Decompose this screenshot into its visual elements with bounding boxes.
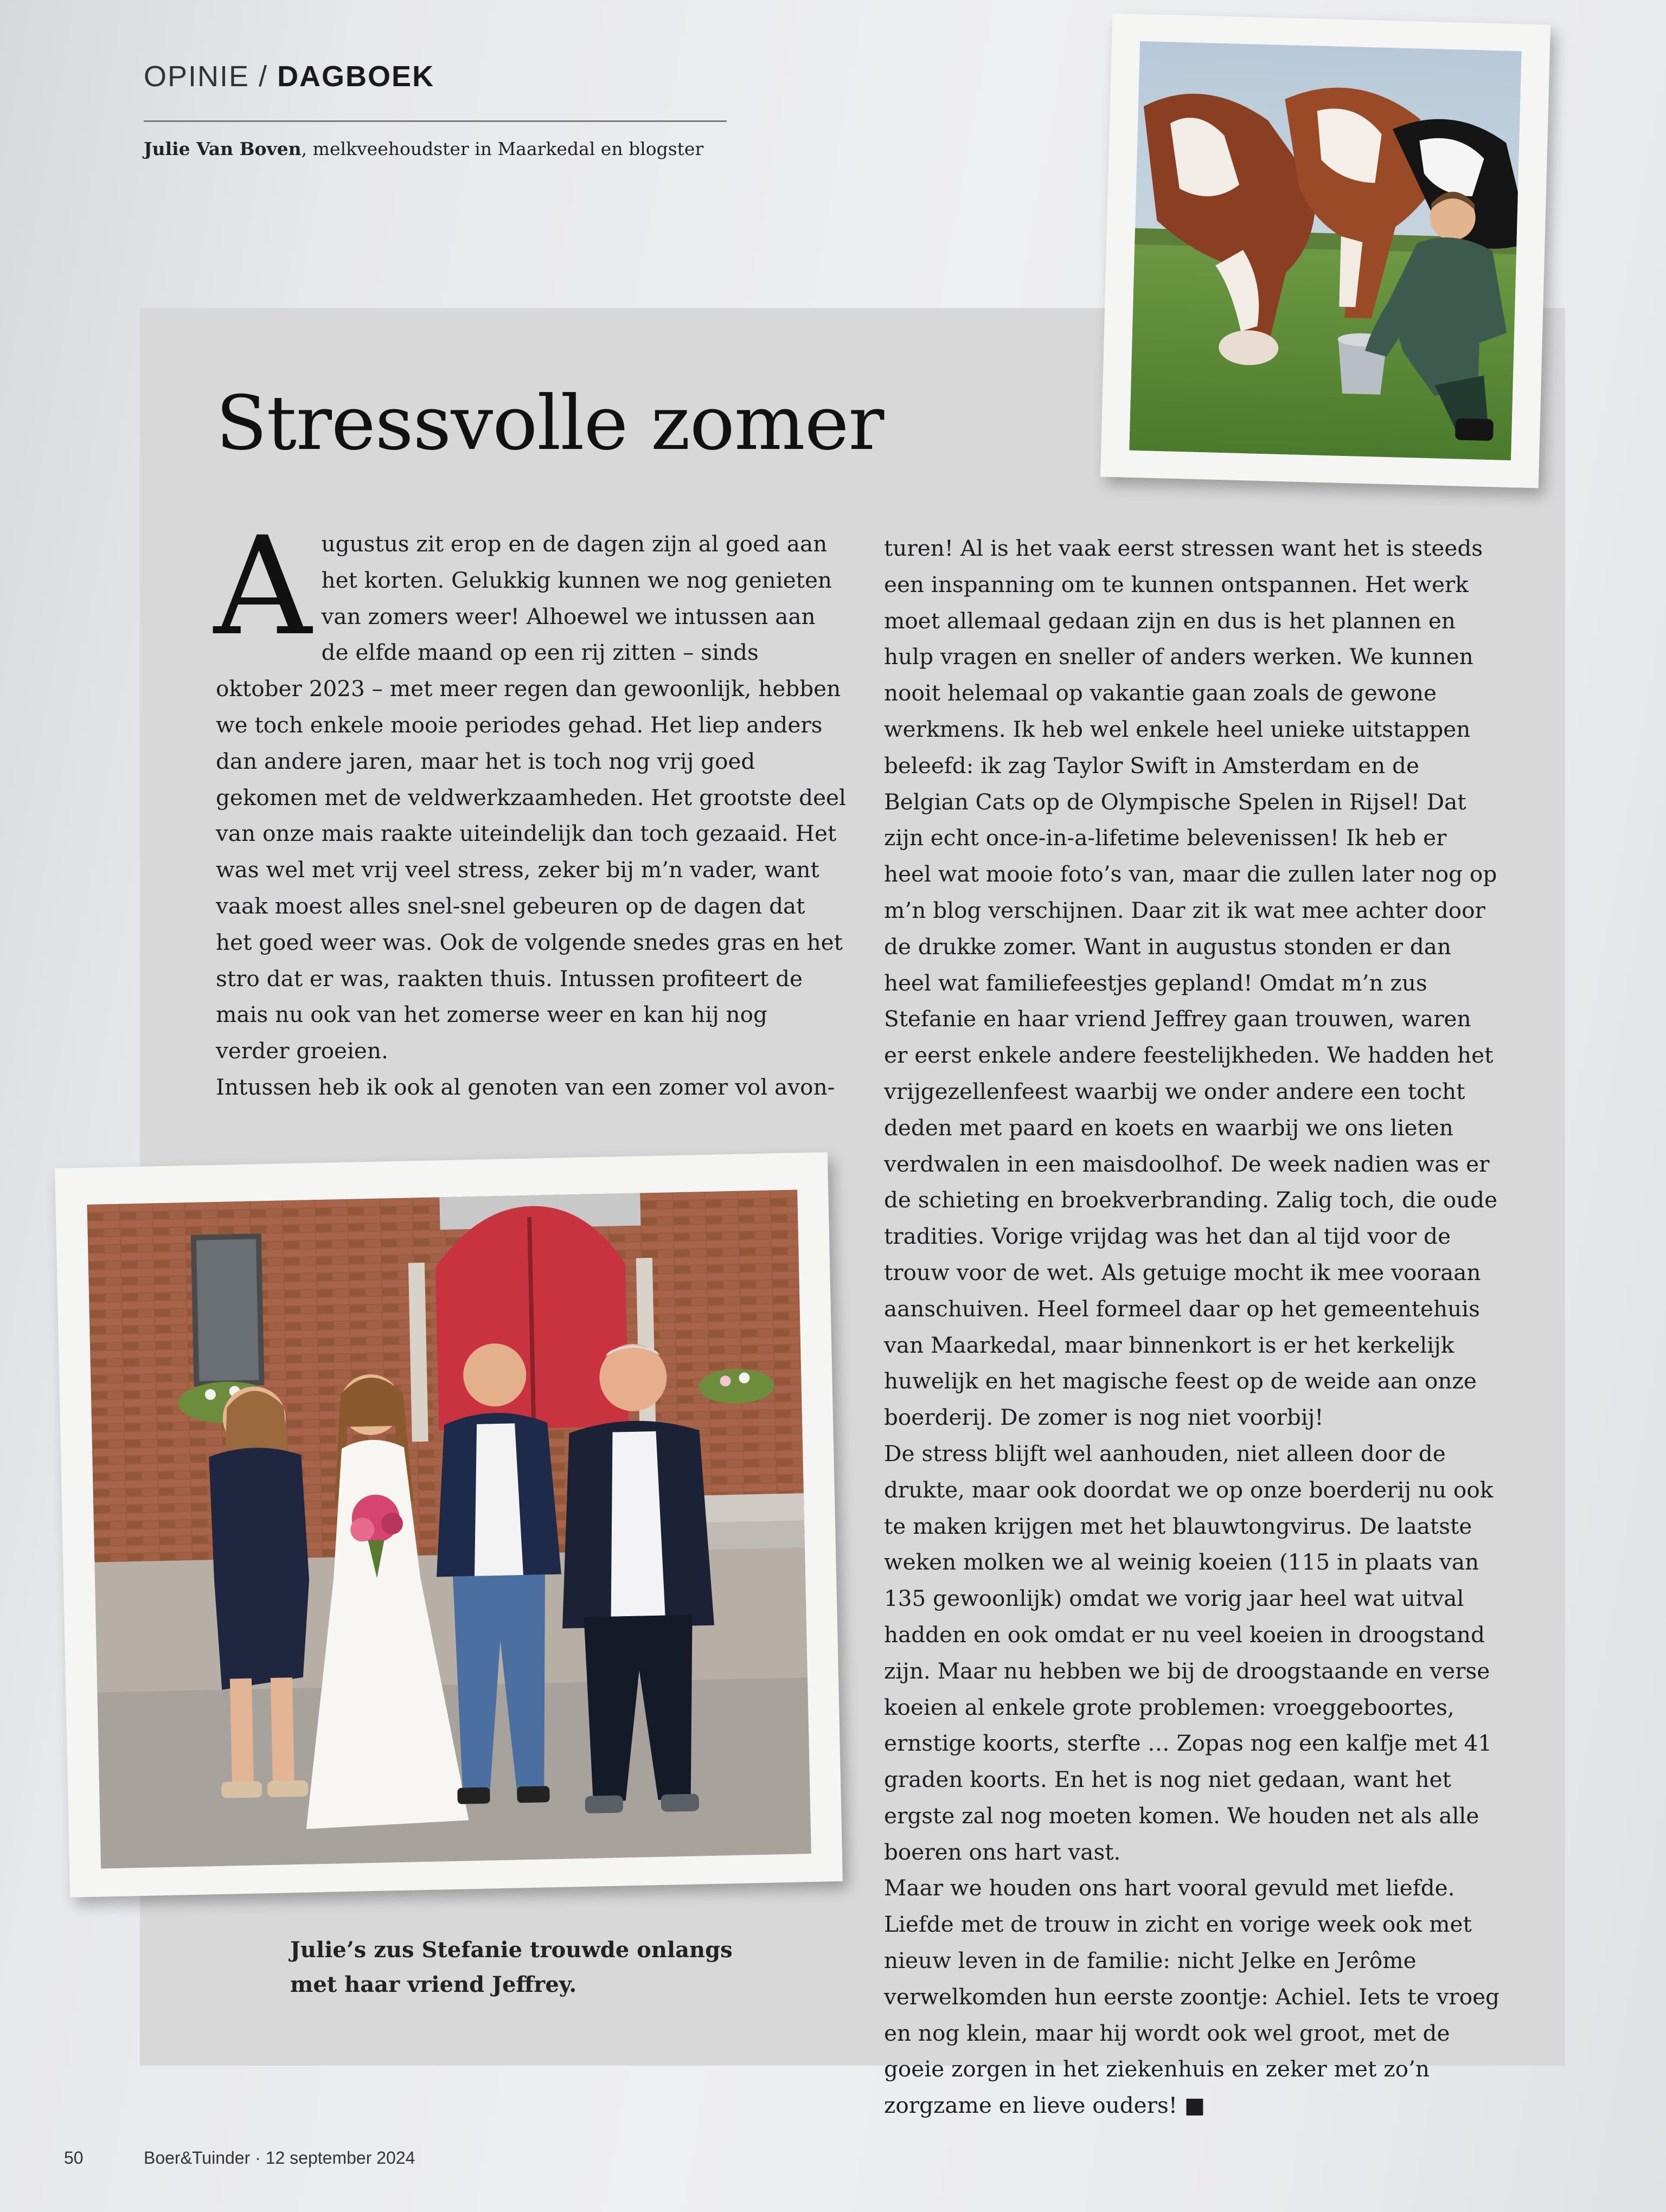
author-description: , melkveehoudster in Maarkedal en blogster [301, 138, 704, 159]
paragraph-stress: De stress blijft wel aanhouden, niet alleen door de drukte, maar ook doordat we op onze boerderij nu ook te maken krijgen met het blauwtongvirus. De laatste weken molken we al weinig koeien (115 in plaats van 135 gewoonlijk) omdat we vorig jaar heel wat uitval hadden en ook omdat er nu veel koeien in droogstand zijn. Maar nu hebben we bij de droogstaande en verse koeien al enkele grote problemen: vroeggeboortes, ernstige koorts, sterfte … Zopas nog een kalfje met 41 graden koorts. En het is nog niet gedaan, want het ergste zal nog moeten komen. We houden net als alle boeren ons hart vast. [884, 1440, 1494, 1865]
paragraph-intro-text: ugustus zit erop en de dagen zijn al goed aan het korten. Gelukkig kunnen we nog genieten van zomers weer! Alhoewel we intussen aan de elfde maand op een rij zitten – sinds oktober 2023 – met meer regen dan gewoonlijk, hebben we toch enkele mooie periodes gehad. Het liep anders dan andere jaren, maar het is toch nog vrij goed gekomen met de veldwerkzaamheden. Het grootste deel van onze mais raakte uiteindelijk dan toch gezaaid. Het was wel met vrij veel stress, zeker bij m’n vader, want vaak moest alles snel-snel gebeuren op de dagen dat het goed weer was. Ook de volgende snedes gras en het stro dat er was, raakten thuis. Intussen profiteert de mais nu ook van het zomerse weer en kan hij nog verder groeien. [216, 531, 846, 1064]
page-number: 50 [64, 2148, 84, 2168]
section-label [144, 60, 434, 93]
section-separator: / [249, 60, 278, 93]
section-header [144, 60, 434, 93]
paragraph-love [884, 1870, 1500, 2124]
author-name: Julie Van Boven [144, 138, 302, 159]
section-name: OPINIE [144, 60, 250, 93]
photo-wedding [55, 1152, 843, 1898]
article-column-right [884, 530, 1500, 2124]
paragraph-love-text: Maar we houden ons hart vooral gevuld met liefde. Liefde met de trouw in zicht en vorige week ook met nieuw leven in de familie: nicht Jelke en Jerôme verwelkomden hun eerste zoontje: Achiel. Iets te vroeg en nog klein, maar hij wordt ook wel groot, met de goeie zorgen in het ziekenhuis en zeker met zo’n zorgzame en lieve ouders! [884, 1875, 1500, 2119]
photo-cows-farmer [1100, 14, 1550, 488]
article-title: Stressvolle zomer [216, 380, 884, 467]
end-mark: ■ [1177, 2092, 1206, 2119]
photo-caption [290, 1933, 733, 2002]
header-rule [144, 120, 727, 122]
caption-line-2: met haar vriend Jeffrey. [290, 1972, 577, 1997]
paragraph-adventures: turen! Al is het vaak eerst stressen want het is steeds een inspanning om te kunnen ontspannen. Het werk moet allemaal gedaan zijn en dus is het plannen en hulp vragen en sneller of anders werken. We kunnen nooit helemaal op vakantie gaan zoals de gewone werkmens. Ik heb wel enkele heel unieke uitstappen beleefd: ik zag Taylor Swift in Amsterdam en de Belgian Cats op de Olympische Spelen in Rijsel! Dat zijn echt once-in-a-lifetime belevenissen! Ik heb er heel wat mooie foto’s van, maar die zullen later nog op m’n blog verschijnen. Daar zit ik wat mee achter door de drukke zomer. Want in augustus stonden er dan heel wat familiefeestjes gepland! Omdat m’n zus Stefanie en haar vriend Jeffrey gaan trouwen, waren er eerst enkele andere feestelijkheden. We hadden het vrijgezellenfeest waarbij we onder andere een tocht deden met paard en koets en waarbij we ons lieten verdwalen in een maisdoolhof. De week nadien was er de schieting en broekverbranding. Zalig toch, die oude tradities. Vorige vrijdag was het dan al tijd voor de trouw voor de wet. Als getuige mocht ik mee vooraan aanschuiven. Heel formeel daar op het gemeentehuis van Maarkedal, maar binnenkort is er het kerkelijk huwelijk en het magische feest op de weide aan onze boerderij. De zomer is nog niet voorbij! [884, 535, 1498, 1431]
article-column-left [214, 507, 848, 1105]
drop-cap: A [214, 507, 312, 665]
paragraph-intro [214, 507, 848, 1069]
publication-info: Boer&Tuinder · 12 september 2024 [144, 2148, 415, 2168]
wedding-photo-image [87, 1189, 811, 1868]
byline [144, 138, 703, 159]
caption-line-1: Julie’s zus Stefanie trouwde onlangs [290, 1937, 733, 1963]
cows-photo-image [1129, 41, 1522, 460]
subsection-name: DAGBOEK [277, 60, 435, 93]
paragraph-continued: Intussen heb ik ook al genoten van een zomer vol avon- [216, 1073, 835, 1100]
